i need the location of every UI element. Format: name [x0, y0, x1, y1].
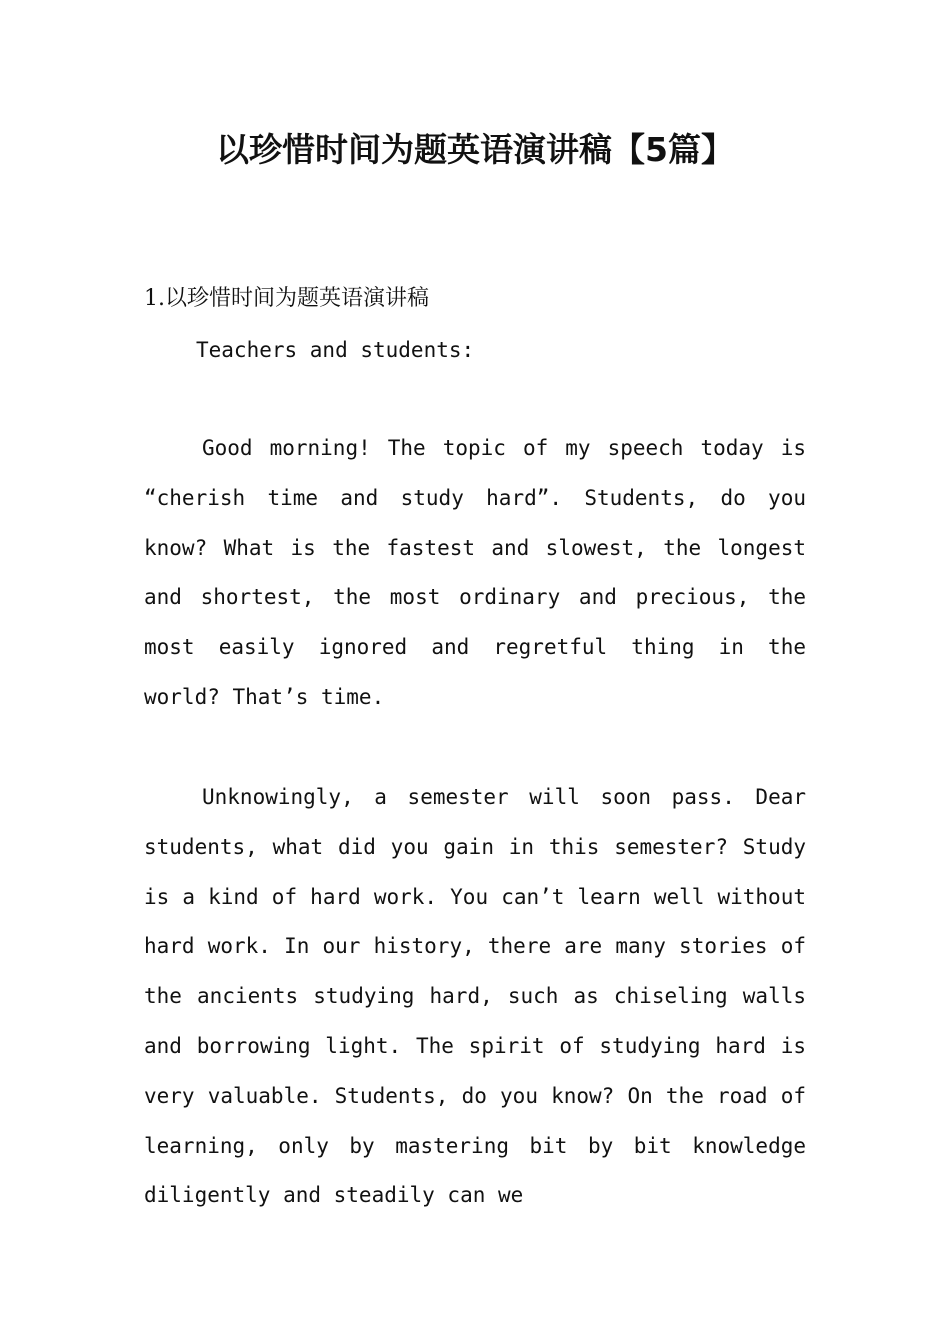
- body-paragraph: Unknowingly, a semester will soon pass. Dear students, what did you gain in this semester? Study is a kind of hard work. You can’t learn well without hard work. In our history, there are many stories of the ancients studying hard, such as chiseling walls and borrowing light. The spirit of studying hard is very valuable. Students, do you know? On the road of learning, only by mastering bit by bit knowledge diligently and steadily can we: [144, 785, 806, 1208]
- body-paragraph: Good morning! The topic of my speech today is “cherish time and study hard”. Students, do you know? What is the fastest and slowest, the longest and shortest, the most ordinary and precious, the most easily ignored and regretful thing in the world? That’s time.: [144, 436, 806, 709]
- salutation: Teachers and students:: [196, 338, 475, 362]
- section-heading: 1.以珍惜时间为题英语演讲稿: [144, 286, 429, 311]
- document-title: 以珍惜时间为题英语演讲稿【5篇】: [216, 130, 734, 169]
